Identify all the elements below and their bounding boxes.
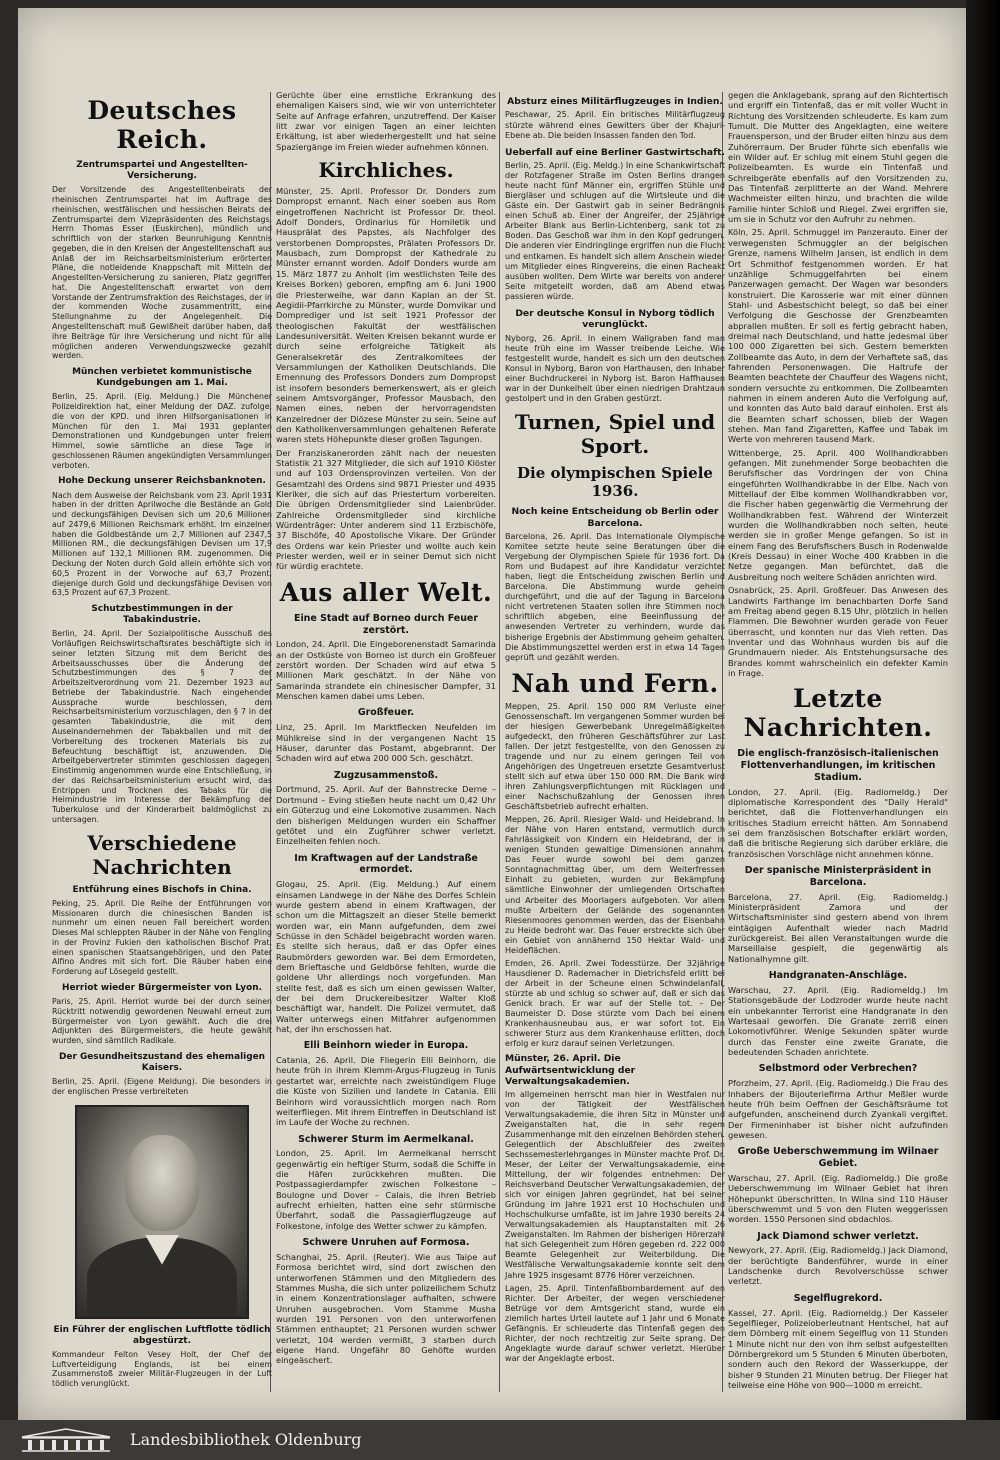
- article-body: London, 27. April. (Eig. Radiomeldg.) Der diplomatische Korrespondent des "Daily Herald" berichtet, daß die Flottenverhandlungen ein kritisches Stadium erreicht hätten. Am Sonnabend sei dem französischen Botschafter erklärt worden, daß die britische Regierung sich darüber erkläre, die französischen Vorschläge nicht annehmen könne.: [728, 786, 948, 859]
- article-headline: Münster, 26. April. Die Aufwärtsentwicklung der Verwaltungsakademien.: [505, 1053, 636, 1088]
- article-headline: Elli Beinhorn wieder in Europa.: [303, 1040, 469, 1052]
- article-headline: Schwere Unruhen auf Formosa.: [302, 1237, 470, 1249]
- article-headline: Schutzbestimmungen in der Tabakindustrie.: [91, 604, 233, 626]
- article-body: London, 25. April. Im Aermelkanal herrscht gegenwärtig ein heftiger Sturm, sodaß die Schiffe in die Häfen zurückkehren mußten. Die Postpassagierdampfer zwischen Folkestone – Boulogne und Dover – Calais, die ihren Betrieb aufrecht erhielten, hatten eine sehr stürmische Überfahrt, sodaß die Passagierflugzeuge auf Folkestone, infolge des Wetter schwer zu kämpfen.: [276, 1148, 496, 1231]
- article-body: Berlin, 24. April. Der Sozialpolitische Ausschuß des Vorläufigen Reichswirtschaftsrates beschäftigte sich in seiner letzten Sitzung mit dem Bericht des Arbeitsausschusses über die Änderung der Schutzbestimmungen des § 7 der Arbeitszeitverordnung vom 21. Dezember 1923 auf Betriebe der Tabakindustrie. Nach eingehender Aussprache wurde beschlossen, dem Reichsarbeitsministerium vorzuschlagen, den § 7 in der gesamten Tabakindustrie, die mit dem Auseinandernehmen der Tabakballen und mit der Vorbereitung des trockenen Materials bis zur Befeuchtung beschäftigt ist, anzuwenden. Die Arbeitgebervertreter stimmten geschlossen dagegen. Einstimmig angenommen wurde eine Entschließung, in der das Reichsarbeitsministerium ersucht wird, das Entrippen und Trocknen des Tabaks für die Heimindustrie im Interesse der Bekämpfung der Tuberkulose und der Kinderarbeit baldmöglichst zu untersagen.: [52, 629, 272, 824]
- article-headline: Großfeuer.: [357, 707, 415, 719]
- article-headline: Ueberfall auf eine Berliner Gastwirtschaft.: [505, 146, 725, 158]
- library-name: Landesbibliothek Oldenburg: [130, 1430, 362, 1449]
- article-body: Barcelona, 27. April. (Eig. Radiomeldg.) Ministerpräsident Zamora und der Wirtschaftsminister sind gestern abend von ihrem eintägigen Aufenthalt wieder nach Madrid zurückgereist. Bei allen Veranstaltungen wurde die Marseillaise gespielt, die gegenwärtig als Nationalhymne gilt.: [728, 891, 948, 964]
- article-headline: Der deutsche Konsul in Nyborg tödlich verunglückt.: [515, 307, 715, 331]
- article-headline: Die englisch-französisch-italienischen Flottenverhandlungen, im kritischen Stadium.: [737, 748, 939, 783]
- article-body: Berlin, 25. April. (Eigene Meldung). Die besonders in der englischen Presse verbreiteten: [52, 1077, 272, 1096]
- article-body: Catania, 26. April. Die Fliegerin Elli Beinhorn, die heute früh in ihrem Klemm-Argus-Flugzeug in Tunis gestartet war, erreichte nach zweistündigem Fluge die Küste von Sizilien und landete in Catania. Elli Beinhorn wird voraussichtlich morgen nach Rom weiterfliegen. Mit ihrem Eintreffen in Deutschland ist im Laufe der Woche zu rechnen.: [276, 1055, 496, 1128]
- article-body: Meppen, 26. April. Riesiger Wald- und Heidebrand. In der Nähe von Haren entstand, vermutlich durch Fahrlässigkeit von Kindern ein Heidebrand, der in wenigen Stunden gewaltige Dimensionen annahm. Das Feuer wurde sowohl bei dem ganzen Sonntagnachmittag über, um dem Weiterfressen Einhalt zu gebieten, wurden zur Bekämpfung sämtliche Einwohner der umliegenden Ortschaften und Arbeiter des Moorlagers aufgeboten. Vor allem mußte Arbeitern der Gelände des sogenannten Riesenmoores genommen werden, das der Eisenbahn zu Heide bedroht war. Das Feuer erstreckte sich über ein Gebiet von annähernd 150 Hektar Wald- und Heideflächen.: [505, 815, 725, 955]
- article-body: Im allgemeinen herrscht man hier in Westfalen nur von der Tätigkeit der Westfälischen Verwaltungsakademie, die ihren Sitz in Münster und Zweiganstalten hat, die in sehr regem Zusammenhange mit den einzelnen Behörden stehen. Gelegentlich der Abschlußfeier des zweiten Sechssemesterlehrganges in Münster machte Prof. Dr. Meser, der Leiter der Verwaltungsakademie, eine Mitteilung, der wir folgendes entnehmen: Der Reichsverband Deutscher Verwaltungsakademien, der sich vor einigen Jahren gegründet, hat bei seiner Gründung im Jahre 1921 erst 10 Hochschulen und Hochschulkurse umfaßte, ist im Jahre 1930 bereits 24 Verwaltungsakademien als Hauptanstalten mit 26 Zweiganstalten. Im Rahmen der bisherigen Hörerzahl hat sich Gelegenheit zum Hören gegeben rd. 222 000 Beamte Gelegenheit zur Weiterbildung. Die Westfälische Verwaltungsakademie konnte seit dem Jahre 1925 insgesamt 8776 Hörer verzeichnen.: [505, 1089, 725, 1280]
- page-gutter-shadow: [966, 0, 1000, 1420]
- article-body: Dortmund, 25. April. Auf der Bahnstrecke Derne – Dortmund – Eving stießen heute nacht um 0,42 Uhr ein Güterzug und eine Lokomotive zusammen. Nach den bisherigen Meldungen wurden ein Schaffner getötet und ein Zugführer schwer verletzt. Einzelheiten fehlen noch.: [276, 784, 496, 847]
- section-subtitle: Die olympischen Spiele 1936.: [517, 464, 713, 501]
- article-headline: Selbstmord oder Verbrechen?: [758, 1063, 918, 1075]
- section-title: Deutsches Reich.: [87, 96, 237, 154]
- photo-caption: Kommandeur Felton Vesey Holt, der Chef der Luftverteidigung Englands, ist bei einem Zusammenstoß zweier Militär-Flugzeugen in der Luft tödlich verunglückt.: [52, 1349, 272, 1389]
- article-headline: Absturz eines Militärflugzeuges in Indien.: [507, 96, 723, 107]
- article-body: Kassel, 27. April. (Eig. Radiomeldg.) Der Kasseler Segelflieger, Polizeioberleutnant Hentschel, hat auf dem Dörnberg mit einem Segelflug von 11 Stunden 1 Minute nicht nur den von ihm selbst aufgestellten Dörnbergrekord um 5 Stunden 6 Minuten überboten, sondern auch den Rekord der Wasserkuppe, der bisher 9 Stunden 21 Minuten betrug. Der Flieger hat teilweise eine Höhe von 900—1000 m erreicht.: [728, 1307, 948, 1390]
- article-headline: Hohe Deckung unserer Reichsbanknoten.: [58, 476, 266, 487]
- article-body: Warschau, 27. April. (Eig. Radiomeldg.) Im Stationsgebäude der Lodzroder wurde heute nacht ein unbekannter Terrorist eine Handgranate in den Wartesaal geworfen. Die Granate zerriß einen Lokomotivführer. Wenige Sekunden später wurde durch das Fenster eine zweite Granate, die bedeutenden Schaden anrichtete.: [728, 984, 948, 1057]
- article-body: Lagen, 25. April. Tintenfaßbombardement auf den Richter. Der Arbeiter, der wegen verschiedener Betrüge vor dem Amtsgericht stand, wurde ein ziemlich hartes Urteil lautete auf 1 Jahr und 6 Monate Gefängnis. Er schleuderte das Tintenfaß gegen den Richter, der noch rechtzeitig zur Seite sprang. Der Angeklagte wurde darauf schwer verletzt. Hierüber war der Angeklagte erbost.: [505, 1283, 725, 1363]
- library-building-logo-icon: [18, 1427, 114, 1453]
- article-body: Köln, 25. April. Schmuggel im Panzerauto. Einer der verwegensten Schmuggler an der belgischen Grenze, namens Wilhelm Jansen, ist endlich in dem Ort Schmithof festgenommen worden. Er hat unzählige Schmuggelfahrten bei einem Panzerwagen gemacht. Der Wagen war besonders konstruiert. Die Karosserie war mit einer dünnen Stahl- und Asbestschicht belegt, so daß bei einer Verfolgung die Geschosse der Grenzbeamten abprallen mußten. Er soll es fertig gebracht haben, dreimal nach Deutschland, und hatte jedesmal über 100 000 Zigaretten bei sich. Gestern bemerkten Zollbeamte das Auto, in dem der Verhaftete saß, das fahrenden Personenwagen. Die Haltrufe der Beamten beachtete der Chauffeur des Wagens nicht, sondern versuchte zu entkommen. Die Zollbeamten nahmen in einem anderen Auto die Verfolgung auf, und konnten das Auto bald darauf einholen. Erst als die Beamten scharf schossen, blieb der Wagen stehen. Man fand Zigaretten, Kaffee und Tabak im Werte von mehreren tausend Mark.: [728, 227, 948, 445]
- article-body: Meppen, 25. April. 150 000 RM Verluste einer Genossenschaft. Im vergangenen Sommer wurden bei der hiesigen Gewerbebank Unregelmäßigkeiten aufgedeckt, den früheren Geschäftsführer zur Last fallen. Der jetzt festgestellte, von den Genossen zu tragende und nur zu einem geringen Teil von Angehörigen des Ungetreuen ersetzte Gesamtverlust stellt sich auf etwa über 150 000 RM. Die Bank wird ihren Zahlungsverpflichtungen mit Rücklagen und einer Nachschußzahlung der Genossen ihren Geschäftsbetrieb aufrecht erhalten.: [505, 701, 725, 812]
- article-headline: Handgranaten-Anschläge.: [768, 970, 908, 982]
- article-headline: Herriot wieder Bürgermeister von Lyon.: [62, 982, 262, 993]
- article-headline: Der spanische Ministerpräsident in Barcelona.: [744, 865, 932, 888]
- article-headline: Im Kraftwagen auf der Landstraße ermordet.: [294, 852, 478, 876]
- article-body: Warschau, 27. April. (Eig. Radiomeldg.) Die große Ueberschwemmung im Wilnaer Gebiet hat ihren Höhepunkt überschritten. In Wilna sind 110 Häuser überschwemmt und 5 von den Fluten weggerissen worden. 1550 Personen sind obdachlos.: [728, 1172, 948, 1225]
- column-2: [276, 90, 496, 1369]
- article-headline: Entführung eines Bischofs in China.: [72, 884, 252, 895]
- article-body: Berlin, 25. April. (Eig. Meldg.) In eine Schankwirtschaft der Rotzfagener Straße im Osten Berlins drangen heute nacht fünf Männer ein, ergriffen Stühle und Biergläser und schlugen auf die Wirtsleute und die Gäste ein. Der Gastwirt gab in seiner Bedrängnis einen Schuß ab. Einer der Angreifer, der 25jährige Arbeiter Blank aus Berlin-Lichtenberg, sank tot zu Boden. Das Geschoß war ihm in den Kopf gedrungen. Die anderen vier Eindringlinge ergriffen nun die Flucht und entkamen. Es handelt sich allem Anschein wieder um Mitglieder eines Ringvereins, die einen Racheakt ausüben wollten. Dem Wirte war bereits von anderer Seite mitgeteilt worden, daß am Abend etwas passieren würde.: [505, 161, 725, 301]
- article-body: Linz, 25. April. Im Marktflecken Neufelden im Mühlkreise sind in der vergangenen Nacht 15 Häuser, darunter das Postamt, abgebrannt. Der Schaden wird auf etwa 200 000 Sch. geschätzt.: [276, 722, 496, 764]
- article-body: Der Vorsitzende des Angestelltenbeirats der rheinischen Zentrumspartei hat im Auftrage des rheinischen, westfälischen und hessischen Beirats der Zentrumspartei dem Vizepräsidenten des Reichstags, Herrn Thomas Esser (Euskirchen), mündlich und schriftlich von der starken Beunruhigung Kenntnis gegeben, die in den Kreisen der Angestelltenschaft aus Anlaß der im Reichsarbeitsministerium erörterten Pläne, die notleidende Knappschaft mit Mitteln der Angestellten-Versicherung zu sanieren, Platz gegriffen hat. Die Angestelltenschaft erwartet von dem Vorstande der Zentrumsfraktion des Reichstages, der in der kommenden Woche zusammentritt, eine Stellungnahme zu der Angelegenheit. Die Angestelltenschaft muß Gewißheit darüber haben, daß ihre Beiträge für ihre Versicherung und nicht für alle möglichen anderen Verwendungszwecke gezahlt werden.: [52, 185, 272, 361]
- section-title: Letzte Nachrichten.: [743, 684, 933, 743]
- photo-caption-headline: Ein Führer der englischen Luftflotte tödlich abgestürzt.: [53, 1324, 271, 1346]
- portrait-face: [125, 1135, 199, 1231]
- article-body: Der Franziskanerorden zählt nach der neuesten Statistik 21 327 Mitglieder, die sich auf 1910 Klöster und auf 103 Ordensprovinzen verteilen. Von der Gesamtzahl des Ordens sind 9871 Priester und 4935 Kleriker, die sich auf das Priestertum vorbereiten. Die übrigen Ordensmitglieder sind Laienbrüder. Zahlreiche Ordensmitglieder sind kirchliche Würdenträger: Unter anderem sind 11 Erzbischöfe, 37 Bischöfe, 40 Apostolische Vikare. Der Gründer des Ordens war kein Priester und wollte auch kein Priester werden, weil er in seiner Demut sich nicht für würdig erachtete.: [276, 447, 496, 572]
- article-headline: Zugzusammenstoß.: [333, 769, 439, 781]
- library-footer: [0, 1420, 1000, 1460]
- article-body: Newyork, 27. April. (Eig. Radiomeldg.) Jack Diamond, der berüchtigte Bandenführer, wurde in einer Landschenke durch Revolverschüsse schwer verletzt.: [728, 1245, 948, 1287]
- article-headline: Noch keine Entscheidung ob Berlin oder Barcelona.: [511, 506, 719, 529]
- article-headline: Segelflugrekord.: [793, 1292, 883, 1304]
- article-body: Pforzheim, 27. April. (Eig. Radiomeldg.) Die Frau des Inhabers der Bijouteriefirma Arthur Meßler wurde heute früh beim Oeffnen der Geschäftsräume tot aufgefunden, anscheinend durch Zyankali vergiftet. Der Firmeninhaber ist bisher nicht aufzufinden gewesen.: [728, 1078, 948, 1140]
- section-title: Aus aller Welt.: [279, 577, 493, 607]
- article-headline: Große Ueberschwemmung im Wilnaer Gebiet.: [737, 1146, 939, 1170]
- article-body: Nach dem Ausweise der Reichsbank vom 23. April 1931 haben in der dritten Aprilwoche die Bestände an Gold und deckungsfähigen Devisen sich um 20,6 Millionen auf 2479,6 Millionen Reichsmark erhöht. Im einzelnen haben die Goldbestände um 2,7 Millionen auf 2347,5 Millionen RM., die deckungsfähigen Devisen um 17,9 Millionen auf 132,1 Millionen RM. zugenommen. Die Deckung der Noten durch Gold allein erhöhte sich von 60,5 Prozent in der Vorwoche auf 63,7 Prozent, diejenige durch Gold und deckungsfähige Devisen von 63,5 Prozent auf 67,3 Prozent.: [52, 490, 272, 598]
- portrait-photo: [75, 1105, 249, 1319]
- article-body: Osnabrück, 25. April. Großfeuer. Das Anwesen des Landwirts Farthange im benachbarten Dorfe Sand am Freitag abend gegen 8.15 Uhr, plötzlich in hellen Flammen. Die Bewohner wurden gerade von Feuer überrascht, und konnten nur das Vieh retten. Das Inventar und das Wohnhaus wurden bis auf die Grundmauern nieder. Als Entstehungsursache des Brandes kommt wahrscheinlich ein defekter Kamin in Frage.: [728, 585, 948, 678]
- article-body: Glogau, 25. April. (Eig. Meldung.) Auf einem einsamen Landwege in der Nähe des Dorfes Schlein wurde gestern abend in einem Kraftwagen, der schon um die Mittagszeit an dieser Stelle bemerkt worden war, ein Mann aufgefunden, dem zwei Schüsse in den Schädel beigebracht worden waren. Es stellte sich heraus, daß er das Opfer eines Raubmörders geworden war. Bei dem Ermordeten, dem Brieftasche und Geldbörse fehlten, wurde die goldene Uhr allerdings noch vorgefunden. Man stellte fest, daß es sich um einen gewissen Walter, der bei dem Druckereibesitzer Walter Kloß beschäftigt war, handelt. Die Polizei vermutet, daß Walter unterwegs einen Mitfahrer aufgenommen hat, der ihn erschossen hat.: [276, 879, 496, 1034]
- article-body: London, 24. April. Die Eingeborenenstadt Samarinda an der Ostküste von Borneo ist durch ein Großfeuer zerstört worden. Der Schaden wird auf etwa 5 Millionen Mark geschätzt. In der Nähe von Samarinda strandete ein chinesischer Dampfer, 31 Menschen kamen dabei ums Leben.: [276, 639, 496, 702]
- article-body: Münster, 25. April. Professor Dr. Donders zum Dompropst ernannt. Nach einer soeben aus Rom eingetroffenen Nachricht ist Professor Dr. theol. Adolf Donders, Ordinarius für Homiletik und Hausprälat des Papstes, als Nachfolger des verstorbenen Dompropstes, Prälaten Professors Dr. Mausbach, zum Dompropst der Kathedrale zu Münster ernannt worden. Adolf Donders wurde am 15. März 1877 zu Anholt (im westlichsten Teile des Kreises Borken) geboren, empfing am 6. Juni 1900 die Priesterweihe, war dann Kaplan an der St. Aegidii-Pfarrkirche zu Münster, wurde Domvikar und Domprediger und ist seit 1921 Professor der theologischen Fakultät der westfälischen Landesuniversität. Weiten Kreisen bekannt wurde er durch seine erfolgreiche Tätigkeit als Generalsekretär des Zentralkomitees der Versammlungen der Katholiken Deutschlands. Die Ernennung des Professors Donders zum Dompropst ist insofern besonders bemerkenswert, als er gleich seinem Amtsvorgänger, Professor Mausbach, den Namen eines, neben der hervorragendsten Kanzelredner der Diözese Münster zu sein. Seine auf den Katholikenversammlungen gehaltenen Referate waren stets Höhepunkte dieser großen Tagungen.: [276, 186, 496, 445]
- article-headline: Zentrumspartei und Angestellten-Versicherung.: [76, 160, 248, 182]
- article-body: Barcelona, 26. April. Das Internationale Olympische Komitee setzte heute seine Beratungen über die Vergebung der Olympischen Spiele für 1936 fort. Da Rom und Budapest auf ihre Kandidatur verzichtet haben, liegt die Entscheidung zwischen Berlin und Barcelona. Die Abstimmung wurde geheim durchgeführt, und die auf der Tagung in Barcelona nicht vertretenen Staaten sollen ihre Stimmen noch schriftlich abgeben, eine Beeinflussung der anwesenden Vertreter zu verhindern, wurde das bisherige Ergebnis der Abstimmung geheim gehalten. Die Abstimmungszettel werden erst in etwa 14 Tagen geprüft und gezählt werden.: [505, 532, 725, 662]
- article-body: Peschawar, 25. April. Ein britisches Militärflugzeug stürzte während eines Gewitters über der Khajuri-Ebene ab. Die beiden Insassen fanden den Tod.: [505, 110, 725, 140]
- article-body: Emden, 26. April. Zwei Todesstürze. Der 32jährige Hausdiener D. Rademacher in Dietrichsfeld erlitt bei der Arbeit in der Scheune einen Schwindelanfall, stürzte ab und schlug so schwer auf, daß er sich das Genick brach. Er war auf der Stelle tot. – Der Baumeister D. Dose stürzte vom Dach bei einem Krankenhausneubau aus, er war sofort tot. Ein schwerer Sturz aus dem Krankenhause erlitten, doch erfolg er kurz darauf seinen Verletzungen.: [505, 958, 725, 1049]
- article-body: Berlin, 25. April. (Eig. Meldung.) Die Münchener Polizeidirektion hat, einer Meldung der DAZ. zufolge, die von der KPD. und ihren Hilfsorganisationen in München für den 1. Mai 1931 geplanten Demonstrationen und Kundgebungen unter freiem Himmel, sowie sämtliche an diese Tage in geschlossenen Räumen angekündigten Versammlungen verboten.: [52, 392, 272, 470]
- article-body: Nyborg, 26. April. In einem Wallgraben fand man heute früh eine im Wasser treibende Leiche. Wie festgestellt wurde, handelt es sich um den deutschen Konsul in Nyborg, Baron von Harthausen, den Inhaber einer Buchdruckerei in Nyborg ist. Baron Haffhausen war in der Dunkelheit über einen niedrigen Drahtzaun gestolpert und in den Graben gestürzt.: [505, 333, 725, 404]
- article-body: Schanghai, 25. April. (Reuter). Wie aus Taipe auf Formosa berichtet wird, sind dort zwischen den unterworfenen Stämmen und den Mitgliedern des Stammes Musha, die sich unter polizeilichem Schutz in einem Konzentrationslager aufhalten, schwere Unruhen ausgebrochen. Vom Stamme Musha wurden 191 Personen von den unterworfenen Stämmen enthauptet; 21 Personen wurden schwer verletzt, 104 werden vermißt, 3 starben durch eigene Hand. Ungefähr 80 Gehöfte wurden eingeäschert.: [276, 1251, 496, 1366]
- article-headline: Der Gesundheitszustand des ehemaligen Kaisers.: [59, 1051, 265, 1073]
- article-headline: Schwerer Sturm im Aermelkanal.: [298, 1133, 474, 1145]
- article-body: Paris, 25. April. Herriot wurde bei der durch seinen Rücktritt notwendig gewordenen Neuwahl erneut zum Bürgermeister von Lyon gewählt. Auch die drei Adjunkten des Bürgermeisters, die heute gewählt wurden, sind sämtlich Radikale.: [52, 997, 272, 1046]
- article-headline: Eine Stadt auf Borneo durch Feuer zerstört.: [294, 612, 478, 636]
- column-1: [52, 90, 272, 1392]
- article-headline: München verbietet kommunistische Kundgebungen am 1. Mai.: [72, 367, 252, 389]
- article-body: Wittenberge, 25. April. 400 Wollhandkrabben gefangen. Mit zunehmender Sorge beobachten die Berufsfischer das Vordringen der von China eingeführten Wollhandkrabbe in der Elbe. Nach von Mittellauf der Elbe kommen Wollhandkrabben vor, die Fischer haben gegenwärtig die Vermehrung der Wollhandkrabben fest. Während der Winterzeit wurden die Wollhandkrabben noch selten, heute werden sie in großer Menge gefangen. So ist in einem Fang des Berufsfischers Busch in Rodenwalde (Kreis Dessau) in einer Woche 400 Krabben in die Netze gegangen. Man befürchtet, daß die Ausbreitung noch weitere Schäden anrichten wird.: [728, 447, 948, 582]
- article-body: gegen die Anklagebank, sprang auf den Richtertisch und ergriff ein Tintenfaß, das er mit voller Wucht in Richtung des Vorsitzenden schleuderte. Es kam zum Tumult. Die Mutter des Angeklagten, eine weitere Frauensperson, und der Bruder eilten hinzu aus dem Zuhörerraum. Der Bruder führte sich ebenfalls wie ein Wilder auf. Er schlug mit einem Stuhl gegen die Polizeibeamten. Es wurde ein Tintenfaß und Schreibgeräte ebenfalls auf den Vorsitzenden zu. Das Tintenfaß zerplitterte an der Wand. Mehrere Wachmeister eilten hinzu, und brachten die wilde Familie hinter Schloß und Riegel. Zwei ergriffen sie, um sie in Schutz vor den Aufruhr zu nehmen.: [728, 90, 948, 225]
- article-headline: Jack Diamond schwer verletzt.: [757, 1230, 919, 1242]
- section-title: Kirchliches.: [318, 158, 454, 183]
- article-body: Gerüchte über eine ernstliche Erkrankung des ehemaligen Kaisers sind, wie wir von unterrichteter Seite auf Anfrage erfahren, unzutreffend. Der Kaiser litt zwar vor einigen Tagen an einer leichten Erkältung, ist aber wiederhergestellt und hat seine Spaziergänge im Freien wieder aufnehmen können.: [276, 90, 496, 152]
- section-title: Nah und Fern.: [511, 668, 719, 698]
- section-title: Verschiedene Nachrichten: [87, 830, 237, 879]
- column-4: [728, 90, 948, 1393]
- column-rule: [499, 92, 500, 1392]
- section-title: Turnen, Spiel und Sport.: [514, 410, 716, 459]
- column-3: [505, 90, 725, 1367]
- article-body: Peking, 25. April. Die Reihe der Entführungen von Missionaren durch die chinesischen Banden ist nunmehr um einen neuen Fall bereichert worden. Dieses Mal schleppten Räuber in der Nähe von Fengling in der Provinz Fukien den katholischen Bischof Prat, einen spanischen Staatsangehörigen, und den Pater Alfino Andres mit sich fort. Die Räuber haben eine Forderung auf Lösegeld gestellt.: [52, 898, 272, 977]
